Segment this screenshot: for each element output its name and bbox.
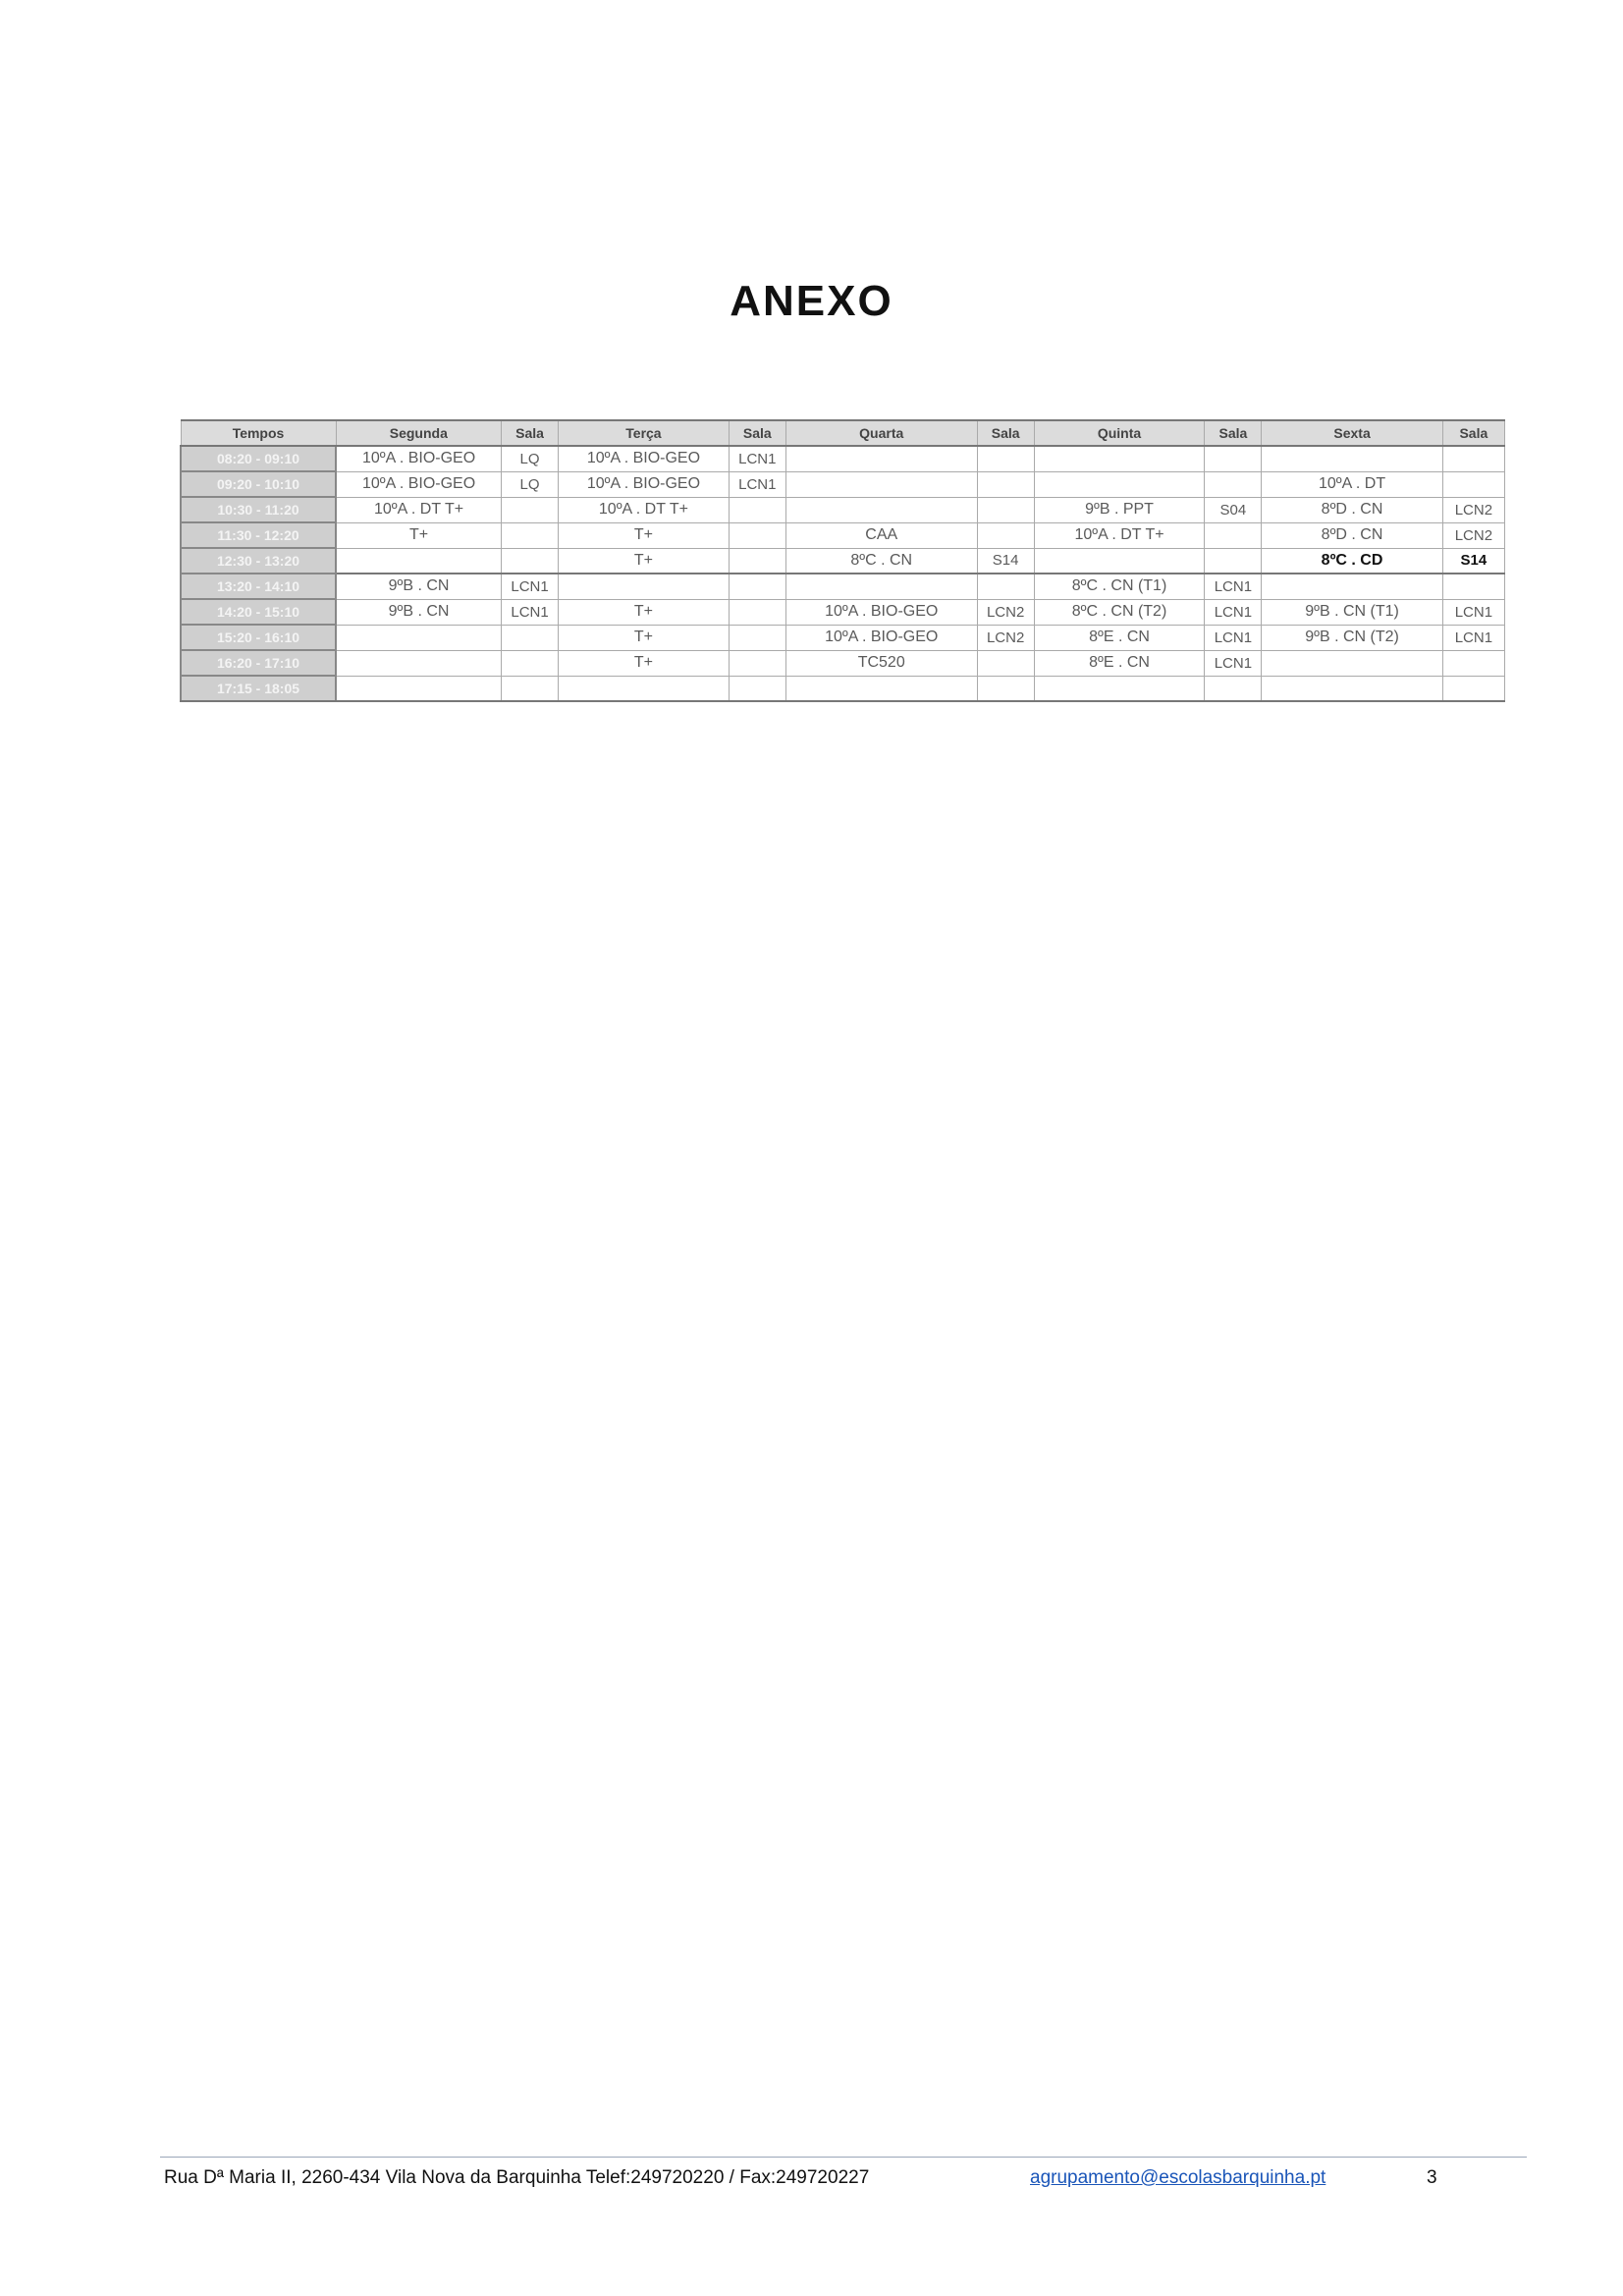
time-slot: 15:20 - 16:10	[181, 625, 336, 650]
schedule-table	[180, 419, 1505, 702]
class-cell	[559, 574, 730, 599]
room-cell	[502, 548, 559, 574]
header-segunda: Segunda	[336, 420, 502, 446]
class-cell: 10ºA . BIO-GEO	[559, 471, 730, 497]
class-cell: 10ºA . BIO-GEO	[785, 599, 977, 625]
room-cell: LCN1	[502, 599, 559, 625]
header-sala: Sala	[729, 420, 785, 446]
room-cell	[1205, 548, 1262, 574]
time-slot: 10:30 - 11:20	[181, 497, 336, 522]
room-cell	[1442, 574, 1504, 599]
time-slot: 11:30 - 12:20	[181, 522, 336, 548]
header-sala: Sala	[502, 420, 559, 446]
room-cell	[1442, 650, 1504, 676]
room-cell	[1442, 676, 1504, 701]
page-title: ANEXO	[730, 277, 893, 325]
class-cell: 9ºB . CN	[336, 574, 502, 599]
room-cell	[1442, 446, 1504, 471]
room-cell	[977, 522, 1034, 548]
room-cell: LCN2	[1442, 522, 1504, 548]
room-cell: LCN1	[1205, 625, 1262, 650]
room-cell: LCN1	[1205, 599, 1262, 625]
table-row	[181, 522, 1505, 548]
room-cell	[729, 548, 785, 574]
header-sala: Sala	[1442, 420, 1504, 446]
room-cell: LCN1	[1205, 650, 1262, 676]
room-cell	[502, 625, 559, 650]
footer-divider	[160, 2157, 1527, 2158]
class-cell: 9ºB . CN (T1)	[1262, 599, 1442, 625]
class-cell	[1262, 676, 1442, 701]
time-slot: 12:30 - 13:20	[181, 548, 336, 574]
room-cell	[977, 574, 1034, 599]
class-cell: 10ºA . DT T+	[336, 497, 502, 522]
room-cell	[729, 497, 785, 522]
table-row	[181, 574, 1505, 599]
table-row	[181, 599, 1505, 625]
class-cell: TC520	[785, 650, 977, 676]
class-cell: 8ºD . CN	[1262, 497, 1442, 522]
class-cell	[785, 676, 977, 701]
class-cell	[785, 446, 977, 471]
class-cell: T+	[336, 522, 502, 548]
room-cell	[502, 522, 559, 548]
room-cell	[1205, 446, 1262, 471]
class-cell: 10ºA . DT	[1262, 471, 1442, 497]
class-cell	[336, 548, 502, 574]
class-cell: T+	[559, 625, 730, 650]
room-cell	[977, 497, 1034, 522]
table-row	[181, 676, 1505, 701]
room-cell: LCN2	[1442, 497, 1504, 522]
class-cell: 8ºD . CN	[1262, 522, 1442, 548]
class-cell	[1262, 650, 1442, 676]
room-cell	[977, 471, 1034, 497]
header-sexta: Sexta	[1262, 420, 1442, 446]
class-cell: T+	[559, 522, 730, 548]
class-cell: T+	[559, 548, 730, 574]
room-cell: LCN1	[1442, 599, 1504, 625]
class-cell: 9ºB . CN (T2)	[1262, 625, 1442, 650]
class-cell: 8ºC . CN (T1)	[1034, 574, 1205, 599]
room-cell: LQ	[502, 446, 559, 471]
room-cell	[729, 599, 785, 625]
page-number: 3	[1427, 2167, 1437, 2188]
room-cell	[977, 650, 1034, 676]
room-cell	[1442, 471, 1504, 497]
table-row	[181, 471, 1505, 497]
time-slot: 16:20 - 17:10	[181, 650, 336, 676]
class-cell: 10ºA . DT T+	[1034, 522, 1205, 548]
header-terca: Terça	[559, 420, 730, 446]
class-cell: 9ºB . PPT	[1034, 497, 1205, 522]
time-slot: 14:20 - 15:10	[181, 599, 336, 625]
class-cell	[1034, 676, 1205, 701]
class-cell: T+	[559, 650, 730, 676]
room-cell	[1205, 471, 1262, 497]
header-sala: Sala	[1205, 420, 1262, 446]
room-cell	[502, 497, 559, 522]
class-cell: 8ºE . CN	[1034, 650, 1205, 676]
table-row	[181, 446, 1505, 471]
class-cell	[336, 625, 502, 650]
room-cell: LCN2	[977, 625, 1034, 650]
class-cell	[336, 676, 502, 701]
room-cell: LQ	[502, 471, 559, 497]
table-row	[181, 548, 1505, 574]
room-cell	[1205, 522, 1262, 548]
time-slot: 09:20 - 10:10	[181, 471, 336, 497]
room-cell	[729, 625, 785, 650]
class-cell: 10ºA . BIO-GEO	[336, 446, 502, 471]
room-cell: LCN1	[1205, 574, 1262, 599]
room-cell: LCN2	[977, 599, 1034, 625]
class-cell: CAA	[785, 522, 977, 548]
room-cell	[502, 676, 559, 701]
header-quarta: Quarta	[785, 420, 977, 446]
time-slot: 17:15 - 18:05	[181, 676, 336, 701]
room-cell: S14	[977, 548, 1034, 574]
room-cell	[729, 676, 785, 701]
class-cell: 10ºA . BIO-GEO	[336, 471, 502, 497]
class-cell: 8ºC . CN	[785, 548, 977, 574]
header-quinta: Quinta	[1034, 420, 1205, 446]
room-cell: LCN1	[1442, 625, 1504, 650]
room-cell: S14	[1442, 548, 1504, 574]
room-cell	[977, 446, 1034, 471]
room-cell	[502, 650, 559, 676]
class-cell	[1034, 446, 1205, 471]
class-cell: 9ºB . CN	[336, 599, 502, 625]
room-cell	[729, 522, 785, 548]
room-cell	[977, 676, 1034, 701]
class-cell	[785, 471, 977, 497]
room-cell	[729, 650, 785, 676]
class-cell	[1262, 574, 1442, 599]
table-row	[181, 625, 1505, 650]
room-cell: LCN1	[729, 471, 785, 497]
class-cell	[1262, 446, 1442, 471]
table-row	[181, 497, 1505, 522]
footer-address: Rua Dª Maria II, 2260-434 Vila Nova da Barquinha Telef:249720220 / Fax:249720227	[164, 2167, 870, 2188]
room-cell	[1205, 676, 1262, 701]
class-cell	[1034, 471, 1205, 497]
class-cell: 10ºA . DT T+	[559, 497, 730, 522]
time-slot: 13:20 - 14:10	[181, 574, 336, 599]
room-cell: LCN1	[502, 574, 559, 599]
class-cell	[1034, 548, 1205, 574]
header-row	[181, 420, 1505, 446]
class-cell	[785, 497, 977, 522]
footer-email-link[interactable]: agrupamento@escolasbarquinha.pt	[1030, 2167, 1326, 2188]
class-cell: 8ºE . CN	[1034, 625, 1205, 650]
class-cell	[559, 676, 730, 701]
class-cell: 10ºA . BIO-GEO	[559, 446, 730, 471]
time-slot: 08:20 - 09:10	[181, 446, 336, 471]
class-cell: 8ºC . CN (T2)	[1034, 599, 1205, 625]
class-cell	[336, 650, 502, 676]
room-cell	[729, 574, 785, 599]
class-cell	[785, 574, 977, 599]
header-sala: Sala	[977, 420, 1034, 446]
class-cell: T+	[559, 599, 730, 625]
class-cell: 10ºA . BIO-GEO	[785, 625, 977, 650]
room-cell: LCN1	[729, 446, 785, 471]
class-cell: 8ºC . CD	[1262, 548, 1442, 574]
room-cell: S04	[1205, 497, 1262, 522]
table-row	[181, 650, 1505, 676]
header-tempos: Tempos	[181, 420, 336, 446]
